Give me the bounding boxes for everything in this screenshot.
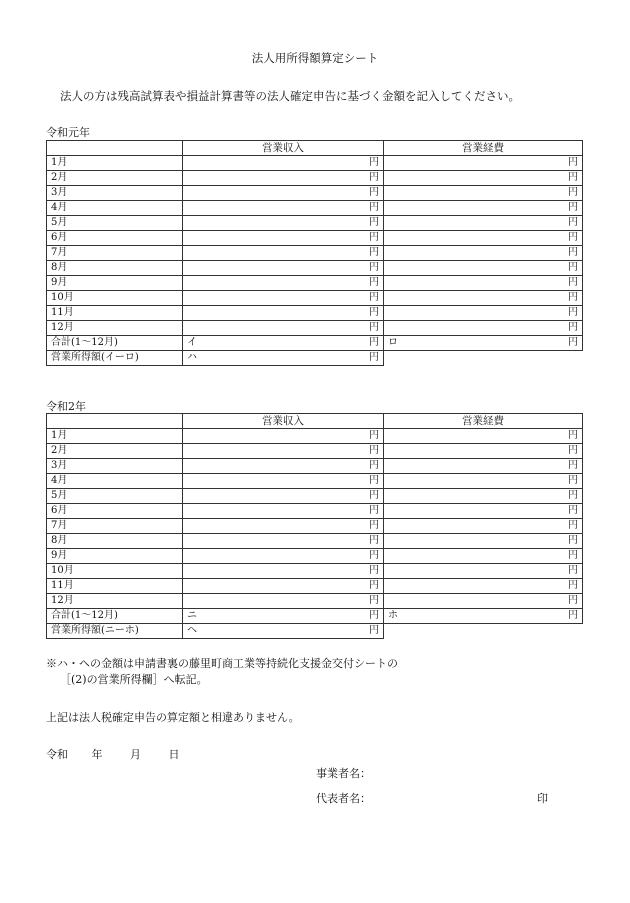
yen-unit: 円 bbox=[369, 625, 379, 636]
income-input[interactable] bbox=[183, 489, 384, 504]
yen-unit: 円 bbox=[369, 217, 379, 228]
month-row bbox=[47, 216, 583, 231]
expense-input[interactable] bbox=[384, 459, 583, 474]
income-input[interactable] bbox=[183, 156, 384, 171]
yen-unit: 円 bbox=[568, 187, 578, 198]
expense-input[interactable] bbox=[384, 444, 583, 459]
total-income-input-mark: イ bbox=[187, 337, 197, 348]
total-expense-input[interactable] bbox=[384, 609, 583, 624]
declaration-text: 上記は法人税確定申告の算定額と相違ありません。 bbox=[46, 711, 300, 724]
yen-unit: 円 bbox=[568, 232, 578, 243]
expense-input[interactable] bbox=[384, 504, 583, 519]
yen-unit: 円 bbox=[369, 352, 379, 363]
profit-label: 営業所得額(イーロ) bbox=[47, 351, 183, 366]
month-label: 3月 bbox=[47, 459, 183, 474]
month-label: 2月 bbox=[47, 171, 183, 186]
total-row bbox=[47, 336, 583, 351]
expense-input[interactable] bbox=[384, 489, 583, 504]
month-row bbox=[47, 504, 583, 519]
month-label: 12月 bbox=[47, 594, 183, 609]
month-label: 7月 bbox=[47, 246, 183, 261]
date-era: 令和 bbox=[46, 748, 68, 761]
yen-unit: 円 bbox=[369, 550, 379, 561]
month-label: 2月 bbox=[47, 444, 183, 459]
yen-unit: 円 bbox=[369, 247, 379, 258]
month-row bbox=[47, 594, 583, 609]
yen-unit: 円 bbox=[369, 580, 379, 591]
yen-unit: 円 bbox=[568, 580, 578, 591]
month-label: 7月 bbox=[47, 519, 183, 534]
profit-row bbox=[47, 624, 583, 639]
yen-unit: 円 bbox=[568, 610, 578, 621]
yen-unit: 円 bbox=[568, 520, 578, 531]
yen-unit: 円 bbox=[568, 322, 578, 333]
yen-unit: 円 bbox=[369, 202, 379, 213]
month-label: 4月 bbox=[47, 201, 183, 216]
income-input[interactable] bbox=[183, 216, 384, 231]
expense-input[interactable] bbox=[384, 231, 583, 246]
month-label: 1月 bbox=[47, 429, 183, 444]
month-label: 5月 bbox=[47, 489, 183, 504]
yen-unit: 円 bbox=[369, 292, 379, 303]
month-row bbox=[47, 201, 583, 216]
total-expense-input[interactable] bbox=[384, 336, 583, 351]
expense-input[interactable] bbox=[384, 321, 583, 336]
month-row bbox=[47, 579, 583, 594]
sheet-title: 法人用所得額算定シート bbox=[251, 51, 379, 65]
yen-unit: 円 bbox=[369, 337, 379, 348]
total-income-input-mark: ニ bbox=[187, 610, 197, 621]
income-input[interactable] bbox=[183, 564, 384, 579]
seal-mark: 印 bbox=[537, 792, 548, 805]
yen-unit: 円 bbox=[568, 307, 578, 318]
date-month-field[interactable]: 月 bbox=[130, 748, 141, 761]
expense-input[interactable] bbox=[384, 549, 583, 564]
yen-unit: 円 bbox=[568, 337, 578, 348]
month-label: 10月 bbox=[47, 291, 183, 306]
income-header: 営業収入 bbox=[183, 141, 384, 156]
yen-unit: 円 bbox=[369, 307, 379, 318]
section2-label: 令和2年 bbox=[46, 400, 86, 413]
yen-unit: 円 bbox=[369, 520, 379, 531]
income-input[interactable] bbox=[183, 291, 384, 306]
date-year-field[interactable]: 年 bbox=[91, 748, 103, 761]
income-input[interactable] bbox=[183, 579, 384, 594]
month-row bbox=[47, 246, 583, 261]
yen-unit: 円 bbox=[369, 262, 379, 273]
yen-unit: 円 bbox=[369, 445, 379, 456]
yen-unit: 円 bbox=[568, 430, 578, 441]
yen-unit: 円 bbox=[369, 475, 379, 486]
month-label: 1月 bbox=[47, 156, 183, 171]
income-input[interactable] bbox=[183, 171, 384, 186]
expense-input[interactable] bbox=[384, 201, 583, 216]
profit-row-blank bbox=[384, 351, 583, 366]
yen-unit: 円 bbox=[568, 535, 578, 546]
intro-text: 法人の方は残高試算表や損益計算書等の法人確定申告に基づく金額を記入してください。 bbox=[60, 89, 520, 103]
month-row bbox=[47, 444, 583, 459]
expense-input[interactable] bbox=[384, 474, 583, 489]
yen-unit: 円 bbox=[568, 292, 578, 303]
section1-table bbox=[46, 140, 583, 366]
yen-unit: 円 bbox=[369, 322, 379, 333]
total-income-input[interactable] bbox=[183, 336, 384, 351]
yen-unit: 円 bbox=[568, 157, 578, 168]
yen-unit: 円 bbox=[568, 550, 578, 561]
header-blank bbox=[47, 414, 183, 429]
month-row bbox=[47, 231, 583, 246]
income-input[interactable] bbox=[183, 306, 384, 321]
income-input[interactable] bbox=[183, 549, 384, 564]
month-row bbox=[47, 186, 583, 201]
business-name-label: 事業者名： bbox=[316, 767, 371, 780]
date-line bbox=[46, 746, 180, 762]
yen-unit: 円 bbox=[568, 505, 578, 516]
profit-row bbox=[47, 351, 583, 366]
expense-input[interactable] bbox=[384, 429, 583, 444]
profit-input-mark: ヘ bbox=[187, 625, 197, 636]
yen-unit: 円 bbox=[568, 595, 578, 606]
yen-unit: 円 bbox=[369, 595, 379, 606]
yen-unit: 円 bbox=[369, 232, 379, 243]
expense-input[interactable] bbox=[384, 171, 583, 186]
month-label: 8月 bbox=[47, 534, 183, 549]
transfer-note-line1: ※ハ・ヘの金額は申請書裏の藤里町商工業等持続化支援金交付シートの bbox=[46, 657, 398, 670]
representative-label: 代表者名： bbox=[316, 792, 371, 805]
date-day-field[interactable]: 日 bbox=[168, 748, 180, 761]
expense-input[interactable] bbox=[384, 261, 583, 276]
income-input[interactable] bbox=[183, 534, 384, 549]
expense-header: 営業経費 bbox=[384, 414, 583, 429]
header-row bbox=[47, 414, 583, 429]
total-expense-input-mark: ホ bbox=[388, 610, 398, 621]
month-row bbox=[47, 291, 583, 306]
yen-unit: 円 bbox=[568, 490, 578, 501]
month-row bbox=[47, 306, 583, 321]
income-input[interactable] bbox=[183, 186, 384, 201]
month-label: 11月 bbox=[47, 579, 183, 594]
month-label: 11月 bbox=[47, 306, 183, 321]
month-row bbox=[47, 489, 583, 504]
income-input[interactable] bbox=[183, 276, 384, 291]
yen-unit: 円 bbox=[369, 157, 379, 168]
section2-table bbox=[46, 413, 583, 639]
expense-input[interactable] bbox=[384, 564, 583, 579]
month-label: 12月 bbox=[47, 321, 183, 336]
month-label: 6月 bbox=[47, 504, 183, 519]
yen-unit: 円 bbox=[568, 262, 578, 273]
month-label: 8月 bbox=[47, 261, 183, 276]
income-input[interactable] bbox=[183, 321, 384, 336]
month-row bbox=[47, 261, 583, 276]
expense-input[interactable] bbox=[384, 216, 583, 231]
expense-input[interactable] bbox=[384, 186, 583, 201]
yen-unit: 円 bbox=[568, 475, 578, 486]
yen-unit: 円 bbox=[568, 445, 578, 456]
yen-unit: 円 bbox=[369, 535, 379, 546]
month-label: 3月 bbox=[47, 186, 183, 201]
income-input[interactable] bbox=[183, 261, 384, 276]
month-row bbox=[47, 276, 583, 291]
expense-input[interactable] bbox=[384, 276, 583, 291]
month-label: 5月 bbox=[47, 216, 183, 231]
yen-unit: 円 bbox=[369, 172, 379, 183]
income-input[interactable] bbox=[183, 231, 384, 246]
income-input[interactable] bbox=[183, 429, 384, 444]
month-row bbox=[47, 321, 583, 336]
profit-input[interactable] bbox=[183, 624, 384, 639]
month-row bbox=[47, 429, 583, 444]
month-row bbox=[47, 534, 583, 549]
month-row bbox=[47, 474, 583, 489]
income-input[interactable] bbox=[183, 519, 384, 534]
expense-input[interactable] bbox=[384, 246, 583, 261]
income-input[interactable] bbox=[183, 594, 384, 609]
income-input[interactable] bbox=[183, 474, 384, 489]
expense-input[interactable] bbox=[384, 306, 583, 321]
income-input[interactable] bbox=[183, 201, 384, 216]
total-label: 合計(1〜12月) bbox=[47, 609, 183, 624]
month-label: 10月 bbox=[47, 564, 183, 579]
yen-unit: 円 bbox=[568, 217, 578, 228]
profit-input-mark: ハ bbox=[187, 352, 197, 363]
month-label: 9月 bbox=[47, 549, 183, 564]
month-row bbox=[47, 171, 583, 186]
total-income-input[interactable] bbox=[183, 609, 384, 624]
month-row bbox=[47, 459, 583, 474]
total-label: 合計(1〜12月) bbox=[47, 336, 183, 351]
yen-unit: 円 bbox=[568, 172, 578, 183]
yen-unit: 円 bbox=[568, 202, 578, 213]
expense-input[interactable] bbox=[384, 519, 583, 534]
expense-input[interactable] bbox=[384, 579, 583, 594]
month-row bbox=[47, 156, 583, 171]
yen-unit: 円 bbox=[568, 460, 578, 471]
section1-label: 令和元年 bbox=[46, 126, 90, 139]
transfer-note-line2: ［(2)の営業所得欄］へ転記。 bbox=[60, 673, 208, 686]
month-label: 9月 bbox=[47, 276, 183, 291]
yen-unit: 円 bbox=[369, 505, 379, 516]
yen-unit: 円 bbox=[568, 565, 578, 576]
profit-row-blank bbox=[384, 624, 583, 639]
income-input[interactable] bbox=[183, 504, 384, 519]
income-input[interactable] bbox=[183, 459, 384, 474]
expense-input[interactable] bbox=[384, 156, 583, 171]
profit-input[interactable] bbox=[183, 351, 384, 366]
expense-header: 営業経費 bbox=[384, 141, 583, 156]
yen-unit: 円 bbox=[568, 277, 578, 288]
yen-unit: 円 bbox=[369, 610, 379, 621]
yen-unit: 円 bbox=[369, 430, 379, 441]
yen-unit: 円 bbox=[369, 460, 379, 471]
expense-input[interactable] bbox=[384, 594, 583, 609]
total-row bbox=[47, 609, 583, 624]
month-label: 4月 bbox=[47, 474, 183, 489]
header-blank bbox=[47, 141, 183, 156]
month-row bbox=[47, 549, 583, 564]
profit-label: 営業所得額(ニーホ) bbox=[47, 624, 183, 639]
yen-unit: 円 bbox=[568, 247, 578, 258]
month-row bbox=[47, 564, 583, 579]
income-input[interactable] bbox=[183, 246, 384, 261]
income-header: 営業収入 bbox=[183, 414, 384, 429]
expense-input[interactable] bbox=[384, 534, 583, 549]
yen-unit: 円 bbox=[369, 187, 379, 198]
yen-unit: 円 bbox=[369, 565, 379, 576]
month-row bbox=[47, 519, 583, 534]
yen-unit: 円 bbox=[369, 490, 379, 501]
income-input[interactable] bbox=[183, 444, 384, 459]
header-row bbox=[47, 141, 583, 156]
month-label: 6月 bbox=[47, 231, 183, 246]
total-expense-input-mark: ロ bbox=[388, 337, 398, 348]
expense-input[interactable] bbox=[384, 291, 583, 306]
yen-unit: 円 bbox=[369, 277, 379, 288]
